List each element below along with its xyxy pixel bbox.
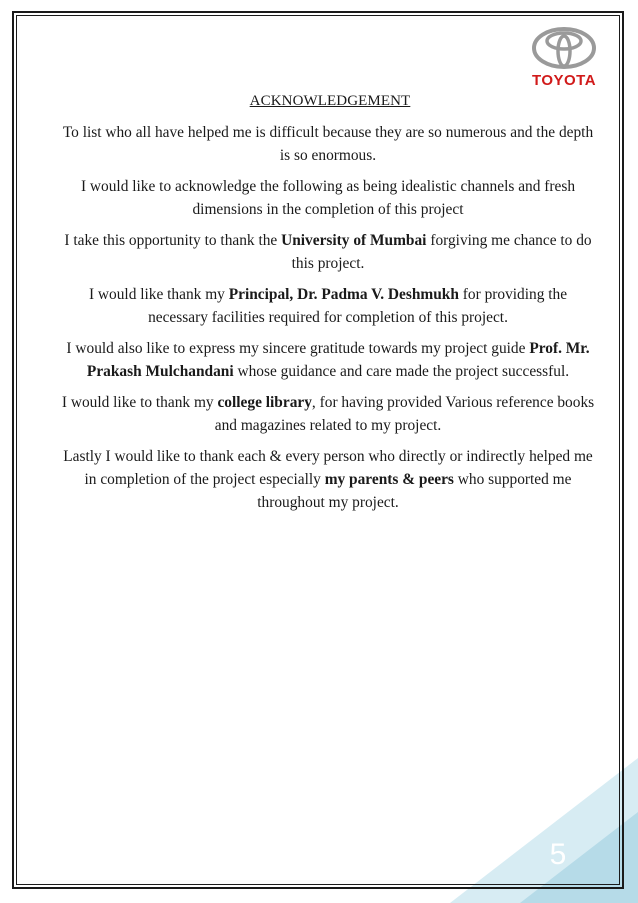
paragraph-closing-text-c: who supported me throughout my project. bbox=[257, 471, 572, 511]
paragraph-library bbox=[60, 391, 596, 437]
paragraph-university-text-a: I take this opportunity to thank the bbox=[64, 232, 282, 249]
acknowledgement-body bbox=[60, 88, 596, 522]
logo-wordmark: TOYOTA bbox=[531, 72, 597, 89]
paragraph-guide bbox=[60, 337, 596, 383]
library-name: college library bbox=[217, 394, 312, 411]
guide-name: Prof. Mr. Prakash Mulchandani bbox=[86, 340, 590, 380]
university-name: University of Mumbai bbox=[281, 232, 427, 249]
paragraph-principal bbox=[60, 283, 596, 329]
principal-name: Principal, Dr. Padma V. Deshmukh bbox=[228, 286, 459, 303]
paragraph-closing bbox=[60, 445, 596, 514]
parents-peers: my parents & peers bbox=[324, 471, 454, 488]
toyota-logo bbox=[518, 26, 610, 96]
toyota-emblem-icon bbox=[518, 26, 610, 72]
paragraph-acknowledge: I would like to acknowledge the following as being idealistic channels and fresh dimensions in the completion of this project bbox=[80, 178, 576, 218]
paragraph-library-text-c: , for having provided Various reference books and magazines related to my project. bbox=[214, 394, 595, 434]
page-title: ACKNOWLEDGEMENT bbox=[249, 93, 411, 109]
paragraph-library-text-a: I would like to thank my bbox=[61, 394, 218, 411]
paragraph-intro: To list who all have helped me is difficult because they are so numerous and the depth is so enormous. bbox=[62, 124, 594, 164]
paragraph-principal-text-a: I would like thank my bbox=[88, 286, 229, 303]
paragraph-guide-text-a: I would also like to express my sincere gratitude towards my project guide bbox=[66, 340, 530, 357]
paragraph-closing-text-a: Lastly I would like to thank each & every person who directly or indirectly helped me in completion of the project especially bbox=[63, 448, 593, 488]
paragraph-university-text-c: forgiving me chance to do this project. bbox=[291, 232, 592, 272]
paragraph-guide-text-c: whose guidance and care made the project successful. bbox=[233, 363, 570, 380]
paragraph-principal-text-c: for providing the necessary facilities required for completion of this project. bbox=[148, 286, 568, 326]
page-number: 5 bbox=[549, 838, 567, 871]
paragraph-university bbox=[60, 229, 596, 275]
